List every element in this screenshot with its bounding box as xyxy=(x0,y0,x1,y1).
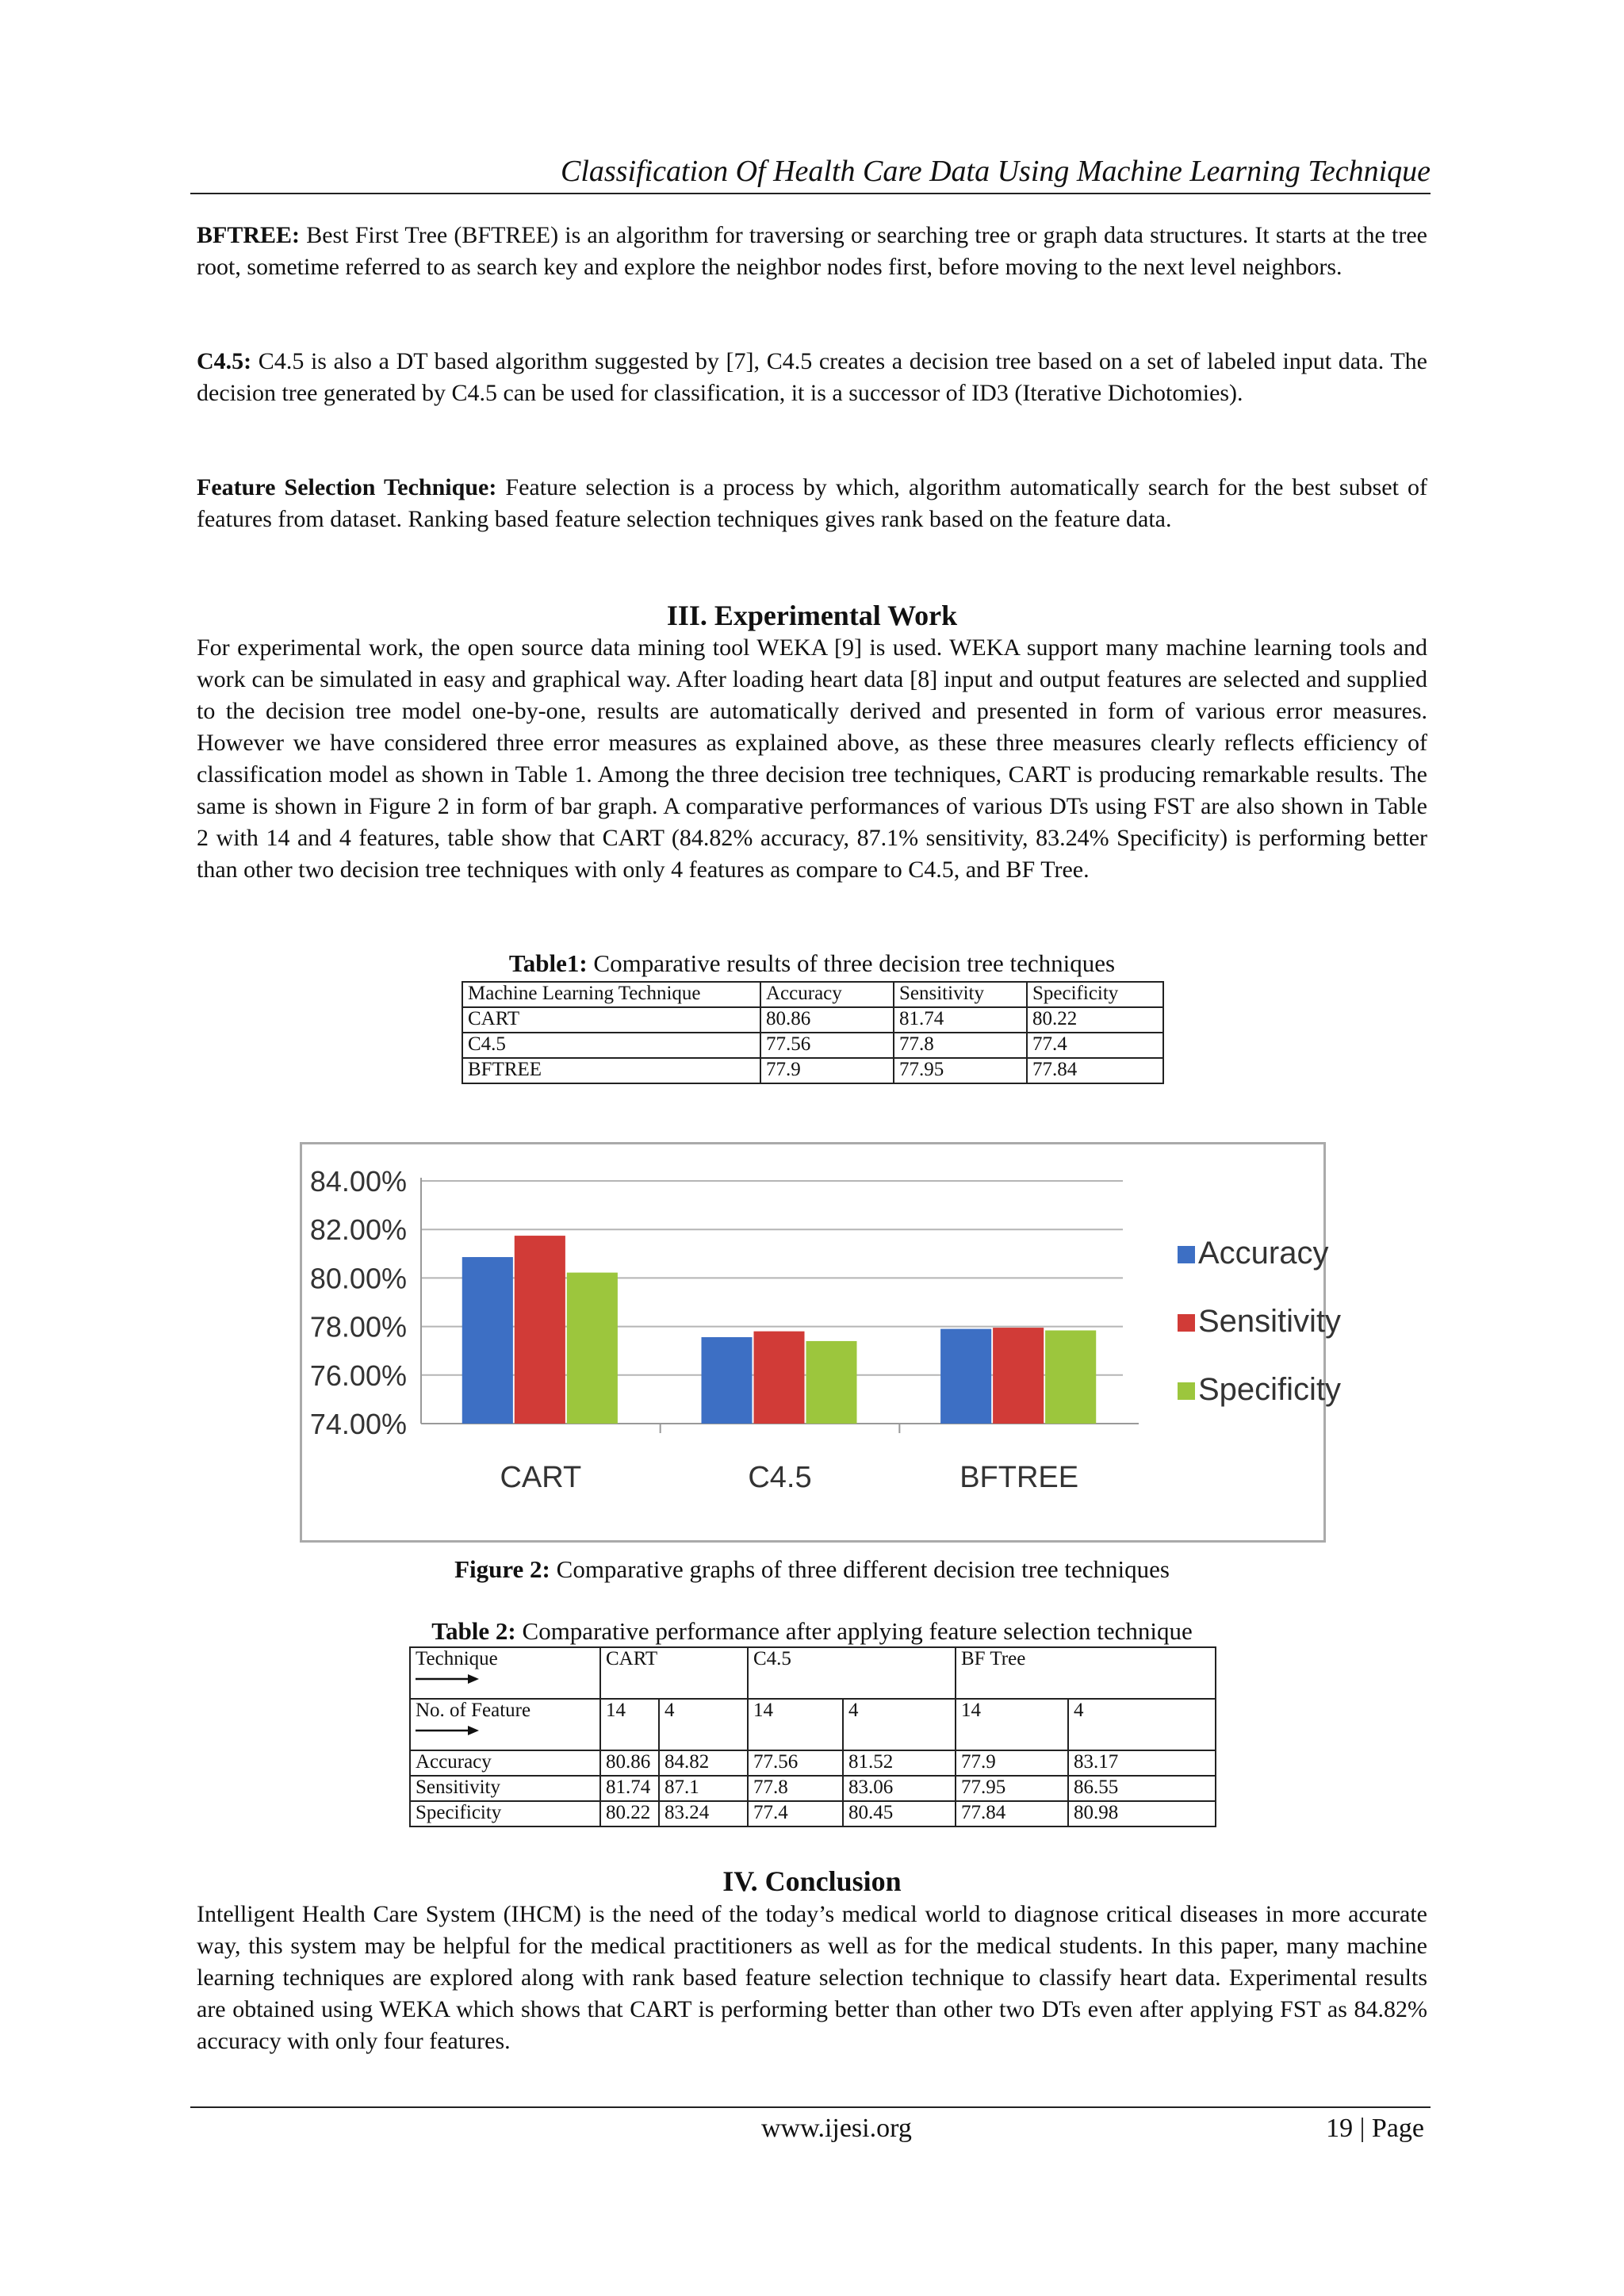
y-tick-label: 80.00% xyxy=(309,1262,407,1295)
table-cell: 83.06 xyxy=(843,1776,956,1801)
fst-paragraph xyxy=(197,472,1427,535)
bftree-paragraph xyxy=(197,220,1427,283)
bar-shade xyxy=(515,1236,565,1424)
x-tick-label: BFTREE xyxy=(959,1461,1079,1494)
table-2-row-label: Sensitivity xyxy=(410,1776,600,1801)
bar-shade xyxy=(702,1337,753,1424)
bar-shade xyxy=(567,1273,618,1424)
table-1-header: Accuracy xyxy=(760,982,894,1007)
table-row xyxy=(410,1776,1216,1801)
table-1-caption-text: Comparative results of three decision tree techniques xyxy=(587,949,1116,977)
table-cell: 77.84 xyxy=(1027,1058,1163,1083)
section-3-heading: III. Experimental Work xyxy=(666,600,958,631)
legend-label: Sensitivity xyxy=(1198,1304,1342,1339)
bar-shade xyxy=(754,1332,805,1424)
table-row xyxy=(462,1058,1163,1083)
table-cell: 77.9 xyxy=(760,1058,894,1083)
table-2-technique-cell: C4.5 xyxy=(748,1647,956,1699)
footer-url: www.ijesi.org xyxy=(761,2114,912,2143)
figure-2-caption-label: Figure 2: xyxy=(454,1555,550,1583)
table-2-technique-label-cell xyxy=(410,1647,600,1699)
bar-shade xyxy=(462,1257,513,1424)
table-2-feature-cell: 4 xyxy=(1068,1699,1216,1750)
table-2-feature-cell: 14 xyxy=(600,1699,659,1750)
bar-shade xyxy=(806,1341,857,1424)
table-2-feature-label: No. of Feature xyxy=(416,1700,531,1721)
legend-swatch xyxy=(1178,1382,1195,1400)
table-cell: 83.24 xyxy=(659,1801,748,1826)
c45-text: C4.5 is also a DT based algorithm suggested by [7], C4.5 creates a decision tree based on a set of labeled input data. The decision tree generated by C4.5 can be used for classification, it is a successor of ID3 (Iterative Dichotomies). xyxy=(197,348,1427,406)
bftree-text: Best First Tree (BFTREE) is an algorithm for traversing or searching tree or graph data structures. It starts at the tree root, sometime referred to as search key and explore the neighbor nodes first, before moving to the next level neighbors. xyxy=(197,222,1427,280)
bar-shade xyxy=(940,1329,991,1424)
table-cell: 80.22 xyxy=(600,1801,659,1826)
table-cell: 80.45 xyxy=(843,1801,956,1826)
table-2-feature-cell: 14 xyxy=(956,1699,1068,1750)
page-number: 19 | Page xyxy=(1326,2114,1424,2143)
table-1-caption-label: Table1: xyxy=(508,949,588,977)
table-2 xyxy=(409,1646,1216,1827)
table-cell: 77.4 xyxy=(748,1801,843,1826)
table-cell: 77.95 xyxy=(894,1058,1027,1083)
fst-label: Feature Selection Technique: xyxy=(197,474,497,500)
section-4-heading: IV. Conclusion xyxy=(722,1865,902,1897)
right-arrow-icon xyxy=(416,1725,479,1736)
table-cell: 77.56 xyxy=(748,1750,843,1776)
table-2-row-label: Specificity xyxy=(410,1801,600,1826)
table-2-feature-row xyxy=(410,1699,1216,1750)
table-1-caption xyxy=(197,948,1427,979)
legend-swatch xyxy=(1178,1246,1195,1263)
bftree-label: BFTREE: xyxy=(197,222,301,248)
table-cell: 77.8 xyxy=(894,1033,1027,1058)
x-tick-label: C4.5 xyxy=(748,1461,812,1494)
table-row xyxy=(462,1007,1163,1033)
table-row xyxy=(410,1750,1216,1776)
table-cell: BFTREE xyxy=(462,1058,760,1083)
table-cell: 80.22 xyxy=(1027,1007,1163,1033)
y-tick-label: 82.00% xyxy=(309,1213,407,1247)
legend-swatch xyxy=(1178,1314,1195,1332)
table-2-technique-label: Technique xyxy=(416,1648,498,1669)
table-cell: 77.95 xyxy=(956,1776,1068,1801)
table-2-feature-cell: 4 xyxy=(659,1699,748,1750)
table-cell: 80.86 xyxy=(600,1750,659,1776)
table-1-header: Machine Learning Technique xyxy=(462,982,760,1007)
figure-2-chart xyxy=(300,1142,1342,1543)
y-tick-label: 74.00% xyxy=(309,1408,407,1440)
table-1 xyxy=(462,981,1164,1084)
header-rule xyxy=(190,193,1431,194)
table-cell: 77.8 xyxy=(748,1776,843,1801)
table-cell: 77.84 xyxy=(956,1801,1068,1826)
table-2-feature-cell: 4 xyxy=(843,1699,956,1750)
footer-rule xyxy=(190,2106,1431,2108)
table-cell: 83.17 xyxy=(1068,1750,1216,1776)
section-3-body: For experimental work, the open source data mining tool WEKA [9] is used. WEKA support many machine learning tools and work can be simulated in easy and graphical way. After loading heart data [8] input and output features are selected and supplied to the decision tree model one-by-one, results are automatically derived and presented in form of various error measures. However we have considered three error measures as explained above, as these three measures clearly reflects efficiency of classification model as shown in Table 1. Among the three decision tree techniques, CART is producing remarkable results. The same is shown in Figure 2 in form of bar graph. A comparative performances of various DTs using FST are also shown in Table 2 with 14 and 4 features, table show that CART (84.82% accuracy, 87.1% sensitivity, 83.24% Specificity) is performing better than other two decision tree techniques with only 4 features as compare to C4.5, and BF Tree. xyxy=(197,634,1427,883)
table-2-caption-label: Table 2: xyxy=(431,1617,516,1645)
table-2-technique-row xyxy=(410,1647,1216,1699)
table-cell: C4.5 xyxy=(462,1033,760,1058)
table-cell: 84.82 xyxy=(659,1750,748,1776)
table-cell: 81.52 xyxy=(843,1750,956,1776)
running-header: Classification Of Health Care Data Using Machine Learning Technique xyxy=(560,155,1431,188)
table-1-header-row xyxy=(462,982,1163,1007)
table-2-feature-label-cell xyxy=(410,1699,600,1750)
fst-text: Feature selection is a process by which, algorithm automatically search for the best subset of features from dataset. Ranking based feature selection techniques gives rank based on the feature data. xyxy=(197,474,1427,532)
legend-label: Specificity xyxy=(1198,1372,1342,1407)
table-cell: 77.4 xyxy=(1027,1033,1163,1058)
table-cell: 86.55 xyxy=(1068,1776,1216,1801)
table-2-technique-cell: CART xyxy=(600,1647,748,1699)
bar-chart xyxy=(302,1144,1342,1540)
table-1-header: Specificity xyxy=(1027,982,1163,1007)
table-cell: CART xyxy=(462,1007,760,1033)
right-arrow-icon xyxy=(416,1673,479,1685)
bar-shade xyxy=(993,1328,1044,1424)
section-4-body: Intelligent Health Care System (IHCM) is the need of the today’s medical world to diagnose critical diseases in more accurate way, this system may be helpful for the medical practitioners as well as for the medical students. In this paper, many machine learning techniques are explored along with rank based feature selection technique to classify heart data. Experimental results are obtained using WEKA which shows that CART is performing better than other two DTs even after applying FST as 84.82% accuracy with only four features. xyxy=(197,1901,1427,2054)
table-2-row-label: Accuracy xyxy=(410,1750,600,1776)
x-tick-label: CART xyxy=(500,1461,582,1494)
legend-label: Accuracy xyxy=(1198,1236,1329,1271)
table-cell: 80.86 xyxy=(760,1007,894,1033)
c45-paragraph xyxy=(197,346,1427,409)
figure-2-caption-text: Comparative graphs of three different decision tree techniques xyxy=(550,1555,1170,1583)
table-row xyxy=(410,1801,1216,1826)
table-cell: 77.9 xyxy=(956,1750,1068,1776)
table-cell: 80.98 xyxy=(1068,1801,1216,1826)
table-2-caption xyxy=(197,1616,1427,1647)
table-cell: 81.74 xyxy=(600,1776,659,1801)
table-row xyxy=(462,1033,1163,1058)
table-2-technique-cell: BF Tree xyxy=(956,1647,1216,1699)
figure-2-caption xyxy=(197,1554,1427,1585)
table-cell: 81.74 xyxy=(894,1007,1027,1033)
table-1-header: Sensitivity xyxy=(894,982,1027,1007)
bar-shade xyxy=(1045,1330,1096,1424)
table-2-caption-text: Comparative performance after applying feature selection technique xyxy=(515,1617,1193,1645)
table-cell: 77.56 xyxy=(760,1033,894,1058)
c45-label: C4.5: xyxy=(197,348,252,374)
table-2-feature-cell: 14 xyxy=(748,1699,843,1750)
y-tick-label: 84.00% xyxy=(309,1165,407,1198)
table-cell: 87.1 xyxy=(659,1776,748,1801)
y-tick-label: 78.00% xyxy=(309,1310,407,1343)
y-tick-label: 76.00% xyxy=(309,1359,407,1392)
